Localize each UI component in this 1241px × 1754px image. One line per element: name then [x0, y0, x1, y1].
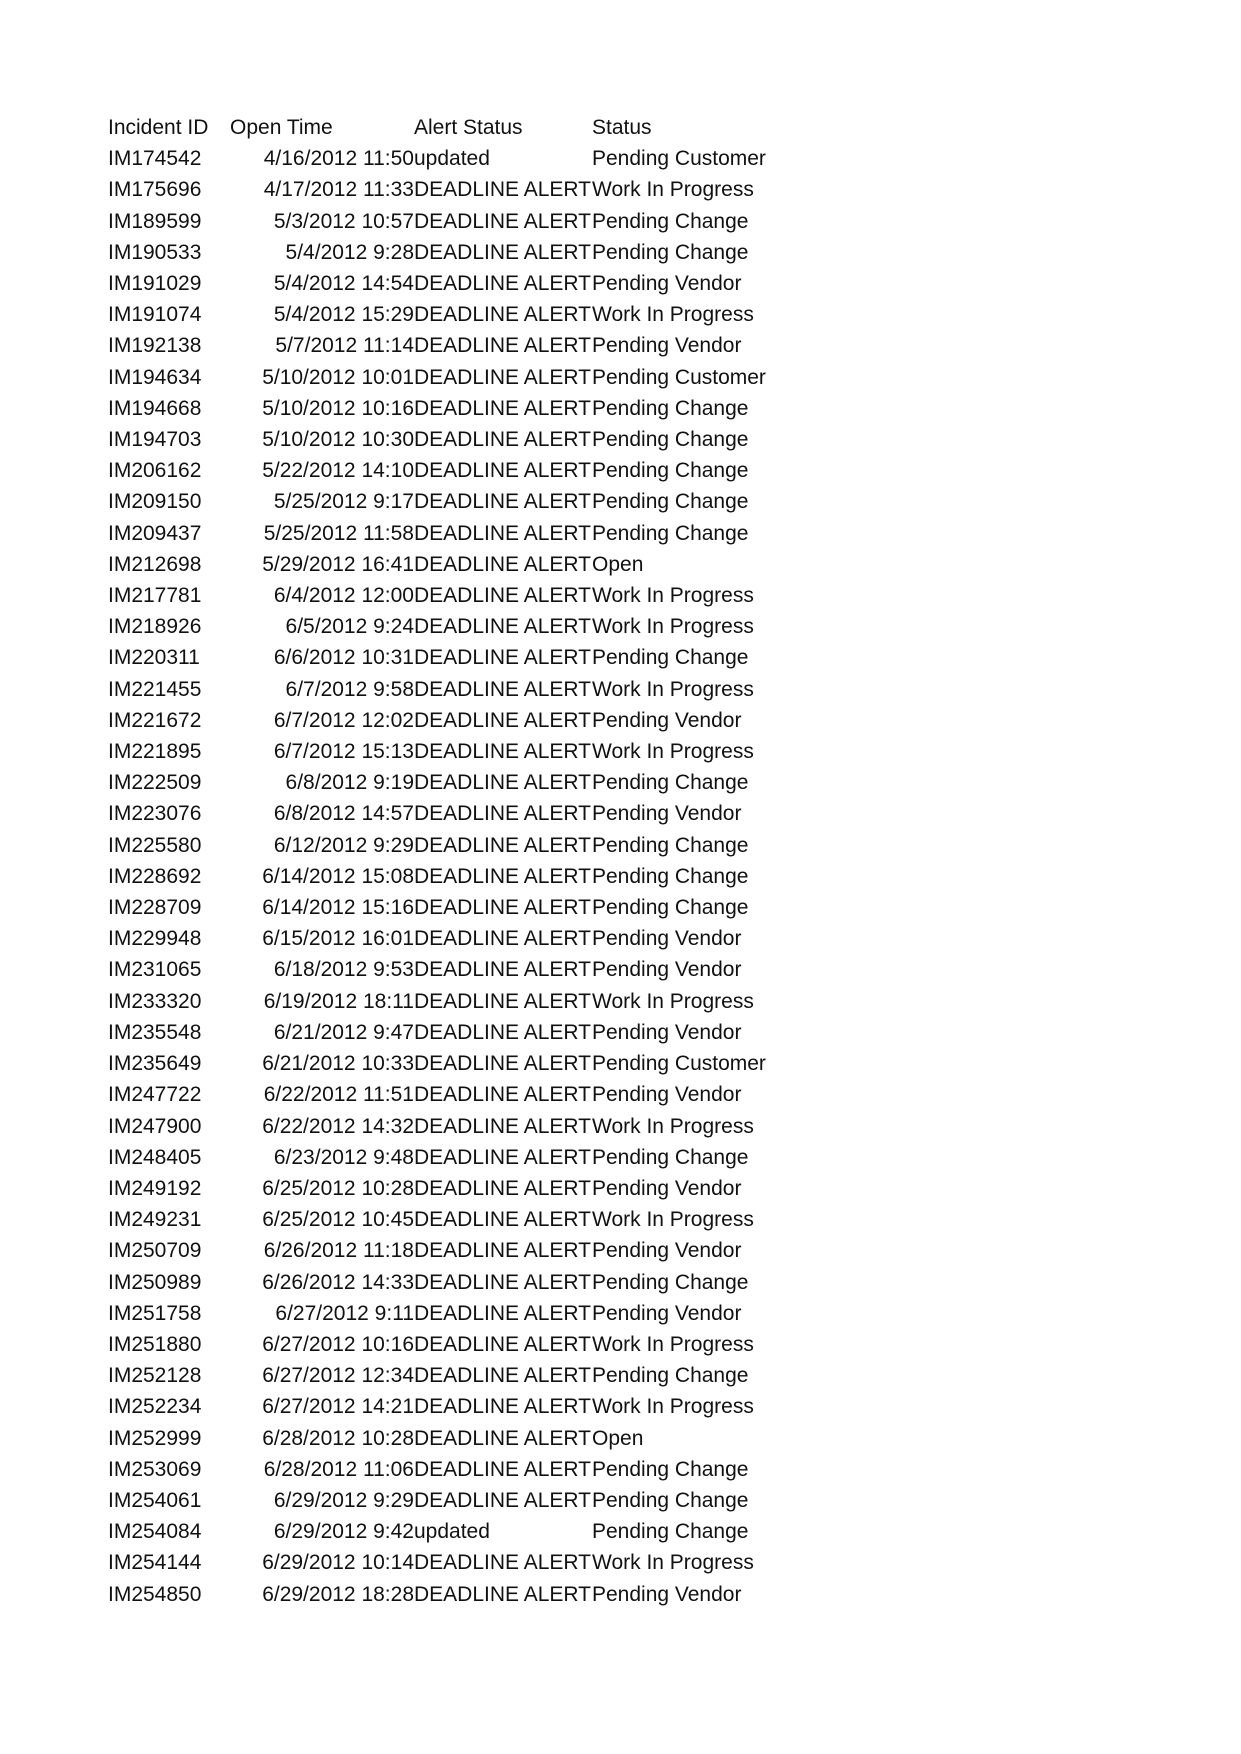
- open-time-cell: 6/23/2012 9:48: [273, 1145, 414, 1169]
- alert-status-cell: DEADLINE ALERT: [414, 927, 592, 951]
- alert-status-cell: DEADLINE ALERT: [414, 1551, 592, 1575]
- status-cell: Pending Change: [592, 240, 749, 264]
- incident-id-cell: IM212698: [108, 552, 202, 576]
- incident-id-cell: IM254084: [108, 1520, 202, 1544]
- table-row: [108, 1454, 788, 1485]
- table-row: [108, 705, 788, 736]
- incident-id-cell: IM194634: [108, 365, 202, 389]
- table-row: [108, 611, 788, 642]
- status-cell: Pending Change: [592, 1364, 749, 1388]
- alert-status-cell: DEADLINE ALERT: [414, 1332, 592, 1356]
- open-time-cell: 6/15/2012 16:01: [262, 927, 414, 951]
- alert-status-cell: DEADLINE ALERT: [414, 459, 592, 483]
- alert-status-cell: DEADLINE ALERT: [414, 178, 592, 202]
- incident-id-cell: IM209437: [108, 521, 202, 545]
- alert-status-cell: DEADLINE ALERT: [414, 1052, 592, 1076]
- status-cell: Work In Progress: [592, 1551, 754, 1575]
- open-time-cell: 6/7/2012 12:02: [273, 708, 414, 732]
- table-row: [108, 1485, 788, 1516]
- alert-status-cell: DEADLINE ALERT: [414, 1488, 592, 1512]
- alert-status-cell: DEADLINE ALERT: [414, 240, 592, 264]
- status-cell: Open: [592, 552, 644, 576]
- table-row: [108, 362, 788, 393]
- alert-status-cell: DEADLINE ALERT: [414, 958, 592, 982]
- status-cell: Work In Progress: [592, 989, 754, 1013]
- status-cell: Work In Progress: [592, 178, 754, 202]
- status-cell: Work In Progress: [592, 740, 754, 764]
- alert-status-cell: DEADLINE ALERT: [414, 1457, 592, 1481]
- alert-status-cell: DEADLINE ALERT: [414, 552, 592, 576]
- status-cell: Open: [592, 1426, 644, 1450]
- alert-status-cell: DEADLINE ALERT: [414, 1395, 592, 1419]
- table-row: [108, 767, 788, 798]
- open-time-cell: 5/4/2012 9:28: [285, 240, 414, 264]
- alert-status-cell: DEADLINE ALERT: [414, 615, 592, 639]
- alert-status-cell: DEADLINE ALERT: [414, 334, 592, 358]
- incident-id-cell: IM191029: [108, 272, 202, 296]
- open-time-cell: 6/25/2012 10:45: [262, 1208, 414, 1232]
- table-row: [108, 830, 788, 861]
- alert-status-cell: DEADLINE ALERT: [414, 1270, 592, 1294]
- open-time-cell: 6/27/2012 9:11: [275, 1301, 414, 1325]
- incident-id-cell: IM194668: [108, 396, 202, 420]
- alert-status-cell: DEADLINE ALERT: [414, 1301, 592, 1325]
- alert-status-cell: DEADLINE ALERT: [414, 209, 592, 233]
- incident-id-cell: IM252128: [108, 1364, 202, 1388]
- incident-id-cell: IM189599: [108, 209, 202, 233]
- table-row: [108, 892, 788, 923]
- column-header-open-time: Open Time: [230, 116, 333, 139]
- status-cell: Pending Change: [592, 771, 749, 795]
- incident-id-cell: IM206162: [108, 459, 202, 483]
- alert-status-cell: DEADLINE ALERT: [414, 896, 592, 920]
- incident-id-cell: IM252999: [108, 1426, 202, 1450]
- open-time-cell: 5/29/2012 16:41: [262, 552, 414, 576]
- open-time-cell: 6/14/2012 15:08: [262, 864, 414, 888]
- status-cell: Pending Change: [592, 490, 749, 514]
- table-row: [108, 1111, 788, 1142]
- table-row: [108, 424, 788, 455]
- open-time-cell: 5/10/2012 10:01: [262, 365, 414, 389]
- open-time-cell: 6/27/2012 10:16: [262, 1332, 414, 1356]
- table-row: [108, 861, 788, 892]
- table-row: [108, 1017, 788, 1048]
- incident-id-cell: IM233320: [108, 989, 202, 1013]
- incident-id-cell: IM253069: [108, 1457, 202, 1481]
- alert-status-cell: DEADLINE ALERT: [414, 303, 592, 327]
- alert-status-cell: DEADLINE ALERT: [414, 864, 592, 888]
- open-time-cell: 6/27/2012 14:21: [262, 1395, 414, 1419]
- table-row: [108, 1423, 788, 1454]
- open-time-cell: 6/26/2012 14:33: [262, 1270, 414, 1294]
- alert-status-cell: DEADLINE ALERT: [414, 646, 592, 670]
- incident-id-cell: IM223076: [108, 802, 202, 826]
- open-time-cell: 6/4/2012 12:00: [273, 584, 414, 608]
- status-cell: Pending Vendor: [592, 1239, 742, 1263]
- alert-status-cell: DEADLINE ALERT: [414, 584, 592, 608]
- open-time-cell: 4/17/2012 11:33: [263, 178, 414, 202]
- header-row: [108, 112, 788, 143]
- column-header-alert-status: Alert Status: [414, 116, 523, 139]
- table-row: [108, 1547, 788, 1578]
- incident-id-cell: IM254061: [108, 1488, 202, 1512]
- table-row: [108, 1267, 788, 1298]
- incident-id-cell: IM174542: [108, 147, 202, 171]
- status-cell: Work In Progress: [592, 1114, 754, 1138]
- table-row: [108, 237, 788, 268]
- incident-id-cell: IM220311: [108, 646, 200, 670]
- incident-id-cell: IM194703: [108, 428, 202, 452]
- open-time-cell: 5/25/2012 9:17: [273, 490, 414, 514]
- incident-id-cell: IM222509: [108, 771, 202, 795]
- alert-status-cell: DEADLINE ALERT: [414, 272, 592, 296]
- incident-id-cell: IM251880: [108, 1332, 202, 1356]
- table-row: [108, 486, 788, 517]
- status-cell: Pending Change: [592, 209, 749, 233]
- table-row: [108, 455, 788, 486]
- status-cell: Pending Vendor: [592, 1020, 742, 1044]
- incident-id-cell: IM209150: [108, 490, 202, 514]
- table-row: [108, 923, 788, 954]
- status-cell: Work In Progress: [592, 303, 754, 327]
- incident-id-cell: IM175696: [108, 178, 202, 202]
- status-cell: Work In Progress: [592, 1395, 754, 1419]
- table-row: [108, 1391, 788, 1422]
- table-row: [108, 1360, 788, 1391]
- alert-status-cell: DEADLINE ALERT: [414, 1083, 592, 1107]
- alert-status-cell: DEADLINE ALERT: [414, 989, 592, 1013]
- incident-id-cell: IM254144: [108, 1551, 202, 1575]
- alert-status-cell: DEADLINE ALERT: [414, 365, 592, 389]
- incident-id-cell: IM190533: [108, 240, 202, 264]
- incident-id-cell: IM221895: [108, 740, 202, 764]
- status-cell: Pending Change: [592, 459, 749, 483]
- open-time-cell: 6/29/2012 9:42: [273, 1520, 414, 1544]
- table-row: [108, 1329, 788, 1360]
- alert-status-cell: DEADLINE ALERT: [414, 1239, 592, 1263]
- open-time-cell: 6/5/2012 9:24: [285, 615, 414, 639]
- spreadsheet-page: [108, 112, 828, 1610]
- alert-status-cell: DEADLINE ALERT: [414, 521, 592, 545]
- table-row: [108, 206, 788, 237]
- table-row: [108, 642, 788, 673]
- status-cell: Pending Vendor: [592, 1301, 742, 1325]
- status-cell: Pending Change: [592, 896, 749, 920]
- alert-status-cell: DEADLINE ALERT: [414, 708, 592, 732]
- open-time-cell: 6/22/2012 14:32: [262, 1114, 414, 1138]
- open-time-cell: 6/29/2012 18:28: [262, 1582, 414, 1606]
- alert-status-cell: DEADLINE ALERT: [414, 1176, 592, 1200]
- status-cell: Pending Change: [592, 864, 749, 888]
- open-time-cell: 5/22/2012 14:10: [262, 459, 414, 483]
- table-row: [108, 143, 788, 174]
- alert-status-cell: DEADLINE ALERT: [414, 771, 592, 795]
- open-time-cell: 6/28/2012 11:06: [263, 1457, 414, 1481]
- incident-id-cell: IM251758: [108, 1301, 202, 1325]
- alert-status-cell: DEADLINE ALERT: [414, 833, 592, 857]
- status-cell: Pending Vendor: [592, 802, 742, 826]
- open-time-cell: 6/12/2012 9:29: [273, 833, 414, 857]
- incident-id-cell: IM231065: [108, 958, 202, 982]
- table-row: [108, 798, 788, 829]
- status-cell: Pending Change: [592, 833, 749, 857]
- incident-id-cell: IM254850: [108, 1582, 202, 1606]
- open-time-cell: 5/3/2012 10:57: [273, 209, 414, 233]
- status-cell: Work In Progress: [592, 1208, 754, 1232]
- table-body: [108, 143, 788, 1610]
- open-time-cell: 5/4/2012 14:54: [273, 272, 414, 296]
- open-time-cell: 5/25/2012 11:58: [263, 521, 414, 545]
- incident-id-cell: IM225580: [108, 833, 202, 857]
- open-time-cell: 5/7/2012 11:14: [275, 334, 414, 358]
- table-row: [108, 1579, 788, 1610]
- status-cell: Pending Vendor: [592, 1176, 742, 1200]
- table-row: [108, 1048, 788, 1079]
- incident-id-cell: IM248405: [108, 1145, 202, 1169]
- open-time-cell: 4/16/2012 11:50: [263, 147, 414, 171]
- table-row: [108, 986, 788, 1017]
- open-time-cell: 6/29/2012 10:14: [262, 1551, 414, 1575]
- incident-id-cell: IM252234: [108, 1395, 202, 1419]
- status-cell: Work In Progress: [592, 1332, 754, 1356]
- alert-status-cell: updated: [414, 1520, 490, 1544]
- incident-id-cell: IM192138: [108, 334, 202, 358]
- open-time-cell: 6/8/2012 9:19: [285, 771, 414, 795]
- open-time-cell: 6/8/2012 14:57: [273, 802, 414, 826]
- alert-status-cell: DEADLINE ALERT: [414, 396, 592, 420]
- table-row: [108, 330, 788, 361]
- open-time-cell: 5/10/2012 10:30: [262, 428, 414, 452]
- incident-id-cell: IM191074: [108, 303, 202, 327]
- status-cell: Pending Vendor: [592, 1083, 742, 1107]
- open-time-cell: 5/4/2012 15:29: [273, 303, 414, 327]
- alert-status-cell: DEADLINE ALERT: [414, 1582, 592, 1606]
- table-row: [108, 174, 788, 205]
- table-row: [108, 1516, 788, 1547]
- table-row: [108, 1235, 788, 1266]
- column-header-incident-id: Incident ID: [108, 116, 209, 139]
- open-time-cell: 6/7/2012 15:13: [273, 740, 414, 764]
- status-cell: Pending Change: [592, 1145, 749, 1169]
- incident-id-cell: IM217781: [108, 584, 202, 608]
- table-row: [108, 268, 788, 299]
- open-time-cell: 6/21/2012 9:47: [273, 1020, 414, 1044]
- status-cell: Work In Progress: [592, 615, 754, 639]
- alert-status-cell: DEADLINE ALERT: [414, 1020, 592, 1044]
- status-cell: Pending Vendor: [592, 958, 742, 982]
- column-header-status: Status: [592, 116, 652, 139]
- incident-table: [108, 112, 788, 1610]
- status-cell: Pending Change: [592, 396, 749, 420]
- alert-status-cell: DEADLINE ALERT: [414, 1426, 592, 1450]
- table-row: [108, 1079, 788, 1110]
- alert-status-cell: DEADLINE ALERT: [414, 740, 592, 764]
- status-cell: Pending Change: [592, 521, 749, 545]
- open-time-cell: 6/27/2012 12:34: [262, 1364, 414, 1388]
- status-cell: Pending Customer: [592, 147, 766, 171]
- alert-status-cell: DEADLINE ALERT: [414, 490, 592, 514]
- incident-id-cell: IM250989: [108, 1270, 202, 1294]
- incident-id-cell: IM249231: [108, 1208, 202, 1232]
- table-row: [108, 1142, 788, 1173]
- incident-id-cell: IM218926: [108, 615, 202, 639]
- alert-status-cell: DEADLINE ALERT: [414, 428, 592, 452]
- incident-id-cell: IM228709: [108, 896, 202, 920]
- table-row: [108, 299, 788, 330]
- table-row: [108, 393, 788, 424]
- status-cell: Work In Progress: [592, 677, 754, 701]
- status-cell: Pending Vendor: [592, 708, 742, 732]
- table-row: [108, 954, 788, 985]
- table-row: [108, 580, 788, 611]
- status-cell: Pending Change: [592, 428, 749, 452]
- alert-status-cell: DEADLINE ALERT: [414, 1114, 592, 1138]
- open-time-cell: 6/21/2012 10:33: [262, 1052, 414, 1076]
- table-row: [108, 1173, 788, 1204]
- open-time-cell: 6/22/2012 11:51: [263, 1083, 414, 1107]
- open-time-cell: 6/7/2012 9:58: [285, 677, 414, 701]
- open-time-cell: 6/26/2012 11:18: [263, 1239, 414, 1263]
- status-cell: Pending Change: [592, 1270, 749, 1294]
- status-cell: Pending Change: [592, 1520, 749, 1544]
- table-row: [108, 674, 788, 705]
- status-cell: Work In Progress: [592, 584, 754, 608]
- open-time-cell: 6/6/2012 10:31: [273, 646, 414, 670]
- open-time-cell: 6/14/2012 15:16: [262, 896, 414, 920]
- open-time-cell: 6/28/2012 10:28: [262, 1426, 414, 1450]
- incident-id-cell: IM247900: [108, 1114, 202, 1138]
- status-cell: Pending Customer: [592, 1052, 766, 1076]
- table-row: [108, 736, 788, 767]
- alert-status-cell: DEADLINE ALERT: [414, 1364, 592, 1388]
- table-row: [108, 1204, 788, 1235]
- incident-id-cell: IM249192: [108, 1176, 202, 1200]
- status-cell: Pending Change: [592, 1457, 749, 1481]
- incident-id-cell: IM235548: [108, 1020, 202, 1044]
- open-time-cell: 5/10/2012 10:16: [262, 396, 414, 420]
- status-cell: Pending Vendor: [592, 927, 742, 951]
- status-cell: Pending Vendor: [592, 272, 742, 296]
- status-cell: Pending Vendor: [592, 334, 742, 358]
- table-row: [108, 1298, 788, 1329]
- status-cell: Pending Change: [592, 646, 749, 670]
- alert-status-cell: updated: [414, 147, 490, 171]
- table-row: [108, 549, 788, 580]
- alert-status-cell: DEADLINE ALERT: [414, 677, 592, 701]
- status-cell: Pending Change: [592, 1488, 749, 1512]
- incident-id-cell: IM250709: [108, 1239, 202, 1263]
- incident-id-cell: IM221455: [108, 677, 202, 701]
- incident-id-cell: IM229948: [108, 927, 202, 951]
- incident-id-cell: IM235649: [108, 1052, 202, 1076]
- open-time-cell: 6/18/2012 9:53: [273, 958, 414, 982]
- alert-status-cell: DEADLINE ALERT: [414, 1208, 592, 1232]
- incident-id-cell: IM228692: [108, 864, 202, 888]
- incident-id-cell: IM247722: [108, 1083, 202, 1107]
- open-time-cell: 6/25/2012 10:28: [262, 1176, 414, 1200]
- table-row: [108, 518, 788, 549]
- alert-status-cell: DEADLINE ALERT: [414, 802, 592, 826]
- alert-status-cell: DEADLINE ALERT: [414, 1145, 592, 1169]
- incident-id-cell: IM221672: [108, 708, 202, 732]
- open-time-cell: 6/29/2012 9:29: [273, 1488, 414, 1512]
- open-time-cell: 6/19/2012 18:11: [263, 989, 414, 1013]
- status-cell: Pending Customer: [592, 365, 766, 389]
- status-cell: Pending Vendor: [592, 1582, 742, 1606]
